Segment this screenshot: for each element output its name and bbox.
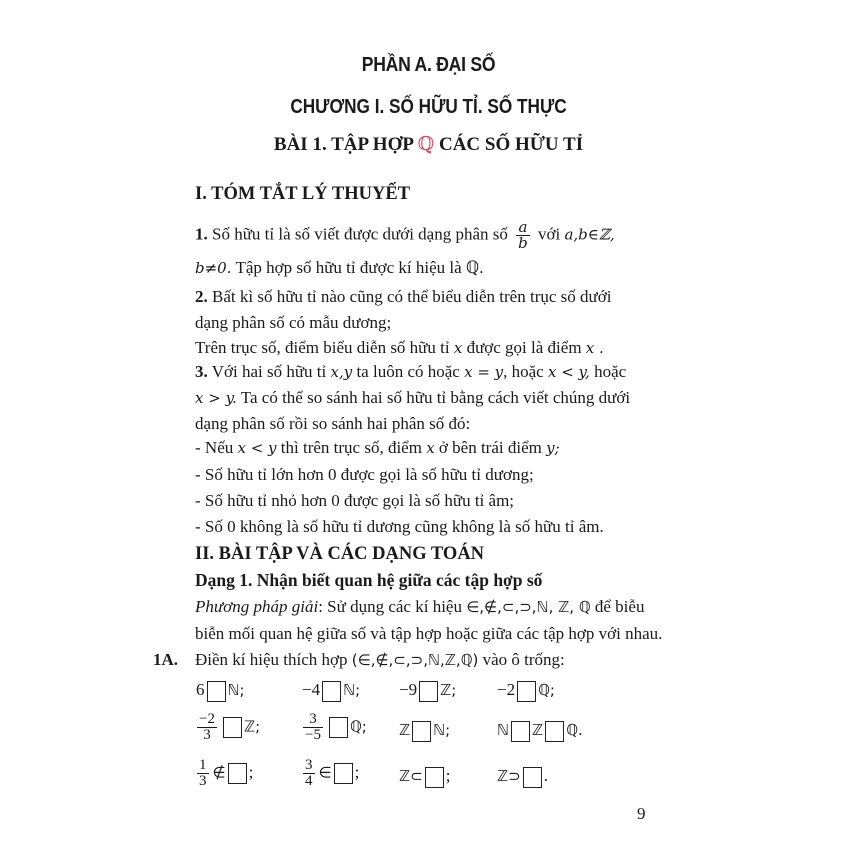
theory-item-1-line-1 bbox=[195, 220, 615, 251]
theory-item-1-line-2 bbox=[195, 258, 484, 278]
item-text: ta luôn có hoặc bbox=[356, 362, 460, 381]
fraction-numerator: a bbox=[516, 220, 530, 236]
item-left: ℤ⊃ bbox=[497, 767, 521, 785]
item-right: ℕ; bbox=[343, 681, 361, 699]
item-mid: ℤ bbox=[532, 721, 544, 739]
math-expression: x = y bbox=[464, 363, 504, 381]
page-number: 9 bbox=[637, 804, 646, 823]
lesson-title bbox=[0, 133, 857, 156]
math-expression: a,b∈ℤ, bbox=[564, 225, 615, 244]
set-symbols: ∈,∉,⊂,⊃,ℕ, ℤ, ℚ bbox=[466, 598, 591, 616]
item-text: hoặc bbox=[594, 362, 627, 381]
item-number: 1. bbox=[195, 224, 208, 244]
theory-item-2-line-3 bbox=[195, 338, 604, 358]
bullet-3: - Số hữu tỉ nhỏ hơn 0 được gọi là số hữu tỉ âm; bbox=[195, 491, 515, 510]
theory-item-2-line-1 bbox=[195, 287, 611, 307]
item-right: ℤ; bbox=[243, 717, 261, 736]
answer-box[interactable] bbox=[419, 681, 438, 702]
answer-box[interactable] bbox=[334, 763, 353, 784]
item-right: ; bbox=[354, 762, 360, 782]
form-1-title: Dạng 1. Nhận biết quan hệ giữa các tập hợp số bbox=[195, 570, 543, 590]
exercise-item bbox=[193, 712, 260, 743]
answer-box[interactable] bbox=[517, 681, 536, 702]
item-text: Bất kì số hữu tỉ nào cũng có thể biểu diễn trên trục số dưới bbox=[212, 287, 612, 306]
rational-set-symbol: ℚ bbox=[417, 133, 435, 155]
method-line-1 bbox=[195, 597, 644, 617]
fraction-numerator: 3 bbox=[303, 712, 323, 728]
item-text: được gọi là điểm bbox=[466, 338, 582, 357]
answer-box[interactable] bbox=[412, 721, 431, 742]
math-expression: x < y, bbox=[547, 363, 590, 381]
answer-box[interactable] bbox=[207, 681, 226, 702]
item-text: Ta có thể so sánh hai số hữu tỉ bằng cách viết chúng dưới bbox=[240, 388, 631, 407]
lesson-title-suffix: CÁC SỐ HỮU TỈ bbox=[438, 134, 584, 155]
item-number: 2. bbox=[195, 287, 208, 306]
item-right: ℚ. bbox=[566, 721, 583, 739]
answer-box[interactable] bbox=[223, 717, 242, 738]
bullet-text: thì trên trục số, điểm bbox=[280, 438, 422, 457]
math-variable: x bbox=[453, 339, 463, 357]
bullet-4: - Số 0 không là số hữu tỉ dương cũng không là số hữu tỉ âm. bbox=[195, 517, 604, 536]
item-right: ℕ; bbox=[227, 681, 245, 699]
math-expression: x > y. bbox=[195, 389, 237, 407]
answer-box[interactable] bbox=[523, 767, 542, 788]
bullet-1 bbox=[195, 438, 560, 458]
theory-item-3-line-1 bbox=[195, 362, 626, 382]
exercise-item bbox=[196, 680, 245, 702]
item-number: 3. bbox=[195, 362, 208, 381]
item-text: Số hữu tỉ là số viết được dưới dạng phân số bbox=[212, 224, 508, 244]
fraction-denominator: 3 bbox=[199, 773, 207, 789]
item-right: ℚ; bbox=[538, 681, 555, 699]
math-expression: x < y bbox=[237, 439, 277, 457]
answer-box[interactable] bbox=[322, 681, 341, 702]
exercise-item bbox=[497, 680, 555, 702]
item-text: Trên trục số, điểm biểu diễn số hữu tỉ bbox=[195, 338, 450, 357]
answer-box[interactable] bbox=[228, 763, 247, 784]
math-variable: x bbox=[426, 439, 435, 457]
section-theory-title: I. TÓM TẮT LÝ THUYẾT bbox=[195, 184, 411, 204]
item-right: ; bbox=[248, 762, 254, 782]
exercise-item bbox=[299, 758, 359, 789]
item-left: −4 bbox=[302, 680, 321, 699]
item-left: ℕ bbox=[497, 721, 510, 739]
item-right: ℤ; bbox=[440, 681, 457, 699]
prompt-text: Điền kí hiệu thích hợp bbox=[195, 650, 348, 669]
theory-item-3-line-3: dạng phân số rồi so sánh hai phân số đó: bbox=[195, 414, 471, 433]
item-right: . bbox=[543, 766, 548, 785]
operator: ∈ bbox=[318, 763, 332, 782]
answer-box[interactable] bbox=[329, 717, 348, 738]
exercise-item bbox=[299, 712, 367, 743]
item-left: ℤ bbox=[399, 721, 411, 739]
item-text: Với hai số hữu tỉ bbox=[211, 362, 327, 381]
bullet-text: ở bên trái điểm bbox=[438, 438, 542, 457]
exercise-number: 1A. bbox=[153, 650, 179, 669]
fraction-denominator: −5 bbox=[305, 727, 321, 743]
item-right: ℕ; bbox=[433, 721, 451, 739]
item-left: −2 bbox=[497, 680, 516, 699]
item-right: ℚ; bbox=[349, 717, 367, 736]
theory-item-3-line-2 bbox=[195, 388, 630, 408]
exercise-item bbox=[399, 766, 450, 788]
fraction bbox=[303, 758, 315, 789]
chapter-title: CHƯƠNG I. SỐ HỮU TỈ. SỐ THỰC bbox=[290, 96, 567, 118]
fraction-numerator: 3 bbox=[305, 757, 313, 773]
fraction-denominator: 4 bbox=[305, 773, 313, 789]
math-variable: y; bbox=[546, 439, 560, 457]
fraction-a-over-b bbox=[516, 220, 530, 251]
item-left: 6 bbox=[196, 680, 205, 699]
method-text: : Sử dụng các kí hiệu bbox=[318, 597, 462, 616]
bullet-2: - Số hữu tỉ lớn hơn 0 được gọi là số hữu tỉ dương; bbox=[195, 465, 534, 484]
item-right: ; bbox=[445, 766, 451, 785]
exercise-item bbox=[302, 680, 360, 702]
answer-box[interactable] bbox=[425, 767, 444, 788]
exercise-item bbox=[193, 758, 253, 789]
answer-box[interactable] bbox=[511, 721, 530, 742]
answer-box[interactable] bbox=[545, 721, 564, 742]
method-label: Phương pháp giải bbox=[195, 597, 319, 616]
theory-item-2-line-2: dạng phân số có mẫu dương; bbox=[195, 313, 392, 332]
item-text: , hoặc bbox=[503, 362, 544, 381]
exercise-item bbox=[399, 720, 450, 742]
exercise-prompt bbox=[195, 650, 565, 670]
math-expression: b≠0. bbox=[195, 259, 232, 277]
method-text: để biễu bbox=[594, 597, 645, 616]
fraction-numerator: −2 bbox=[199, 711, 215, 727]
item-text: với bbox=[537, 224, 561, 244]
section-exercises-title: II. BÀI TẬP VÀ CÁC DẠNG TOÁN bbox=[195, 544, 485, 564]
prompt-text: vào ô trống: bbox=[482, 650, 565, 669]
lesson-title-prefix: BÀI 1. TẬP HỢP bbox=[273, 134, 413, 155]
fraction bbox=[197, 712, 217, 743]
item-text: Tập hợp số hữu tỉ được kí hiệu là ℚ. bbox=[235, 258, 484, 277]
exercise-item bbox=[399, 680, 456, 702]
math-variable: x . bbox=[585, 339, 604, 357]
math-expression: x,y bbox=[330, 363, 353, 381]
fraction bbox=[197, 758, 209, 789]
set-symbols: (∈,∉,⊂,⊃,ℕ,ℤ,ℚ) bbox=[351, 651, 479, 669]
fraction-denominator: b bbox=[518, 234, 528, 252]
exercise-item bbox=[497, 720, 583, 742]
fraction-numerator: 1 bbox=[199, 757, 207, 773]
item-left: ℤ⊂ bbox=[399, 767, 423, 785]
item-left: −9 bbox=[399, 680, 418, 699]
part-title: PHẦN A. ĐẠI SỐ bbox=[361, 54, 496, 76]
fraction bbox=[303, 712, 323, 743]
operator: ∉ bbox=[212, 763, 226, 782]
method-line-2: biễn mối quan hệ giữa số và tập hợp hoặc giữa các tập hợp với nhau. bbox=[195, 624, 663, 643]
fraction-denominator: 3 bbox=[203, 727, 211, 743]
bullet-text: - Nếu bbox=[195, 438, 234, 457]
exercise-item bbox=[497, 766, 548, 788]
